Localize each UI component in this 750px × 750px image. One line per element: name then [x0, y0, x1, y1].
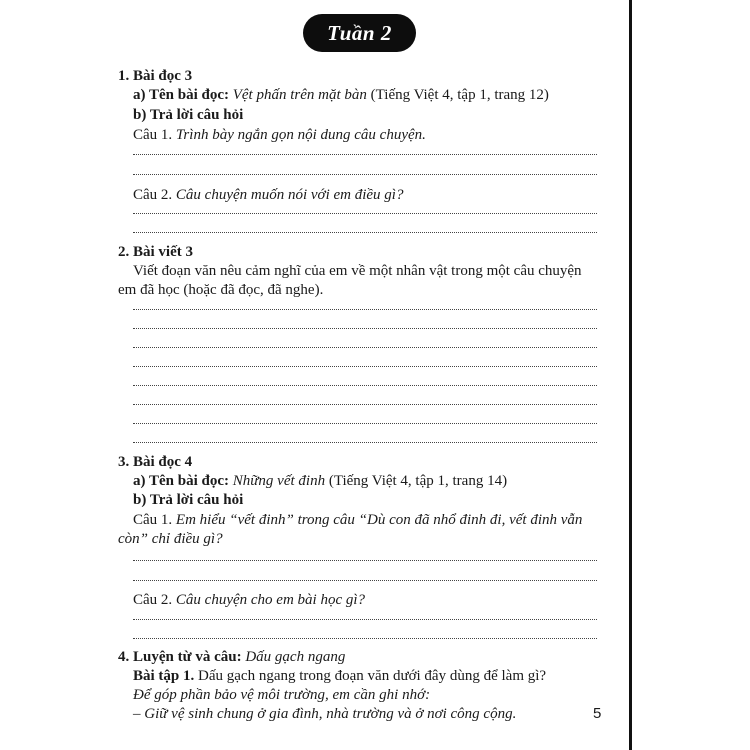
week-title: Tuần 2: [327, 20, 392, 45]
section4-passage-line2: – Giữ vệ sinh chung ở gia đình, nhà trường và ở nơi công cộng.: [133, 706, 517, 722]
question-text: Em hiểu “vết đinh” trong câu “Dù con đã nhổ đinh đi, vết đinh vẫn: [175, 512, 583, 528]
section1-reading-title: Vệt phấn trên mặt bàn: [232, 87, 367, 103]
question-text: Câu chuyện muốn nói với em điều gì?: [175, 187, 404, 203]
answer-line: [133, 309, 597, 310]
section3-heading: 3. Bài đọc 4: [118, 454, 193, 470]
section3-reading-title-line: [133, 472, 507, 490]
answer-line: [133, 580, 597, 581]
exercise-label: Bài tập 1.: [133, 668, 195, 684]
answer-line: [133, 619, 597, 620]
section2-prompt-line1: Viết đoạn văn nêu cảm nghĩ của em về một nhân vật trong một câu chuyện: [133, 263, 582, 279]
section3-question-1: [133, 511, 582, 529]
section3-question-1-cont: còn” chỉ điều gì?: [118, 531, 223, 547]
section1-heading: 1. Bài đọc 3: [118, 68, 193, 84]
section1-reading-source: (Tiếng Việt 4, tập 1, trang 12): [370, 87, 549, 103]
section3-reading-source: (Tiếng Việt 4, tập 1, trang 14): [328, 473, 508, 489]
section4-heading-label: 4. Luyện từ và câu:: [118, 649, 242, 665]
section1-reading-title-line: [133, 86, 549, 104]
question-label: Câu 2.: [133, 592, 173, 608]
answer-line: [133, 174, 597, 175]
answer-line: [133, 328, 597, 329]
answer-line: [133, 232, 597, 233]
section3-question-2: [133, 591, 365, 609]
answer-line: [133, 423, 597, 424]
section4-exercise: [133, 667, 546, 685]
section3-b-label: b) Trả lời câu hỏi: [133, 492, 244, 508]
question-label: Câu 1.: [133, 512, 173, 528]
exercise-text: Dấu gạch ngang trong đoạn văn dưới đây dùng để làm gì?: [198, 668, 547, 684]
answer-line: [133, 560, 597, 561]
answer-line: [133, 366, 597, 367]
section1-b-label: b) Trả lời câu hỏi: [133, 107, 244, 123]
section3-a-label: a) Tên bài đọc:: [133, 473, 229, 489]
page-edge-border: [629, 0, 632, 750]
answer-line: [133, 213, 597, 214]
section1-question-2: [133, 186, 403, 204]
page-number: 5: [593, 705, 602, 722]
week-title-badge: [303, 14, 416, 52]
section4-heading-topic: Dấu gạch ngang: [245, 649, 346, 665]
answer-line: [133, 442, 597, 443]
section2-prompt-line2: em đã học (hoặc đã đọc, đã nghe).: [118, 282, 324, 298]
section3-reading-title: Những vết đinh: [232, 473, 326, 489]
question-label: Câu 2.: [133, 187, 173, 203]
section4-passage-line1: Để góp phần bảo vệ môi trường, em cần ghi nhớ:: [133, 687, 431, 703]
answer-line: [133, 404, 597, 405]
answer-line: [133, 638, 597, 639]
answer-line: [133, 154, 597, 155]
question-text: Câu chuyện cho em bài học gì?: [175, 592, 366, 608]
answer-line: [133, 347, 597, 348]
section4-heading: [118, 648, 345, 666]
section2-heading: 2. Bài viết 3: [118, 244, 193, 260]
section1-a-label: a) Tên bài đọc:: [133, 87, 229, 103]
question-text: Trình bày ngắn gọn nội dung câu chuyện.: [175, 127, 426, 143]
answer-line: [133, 385, 597, 386]
question-label: Câu 1.: [133, 127, 173, 143]
section1-question-1: [133, 126, 426, 144]
